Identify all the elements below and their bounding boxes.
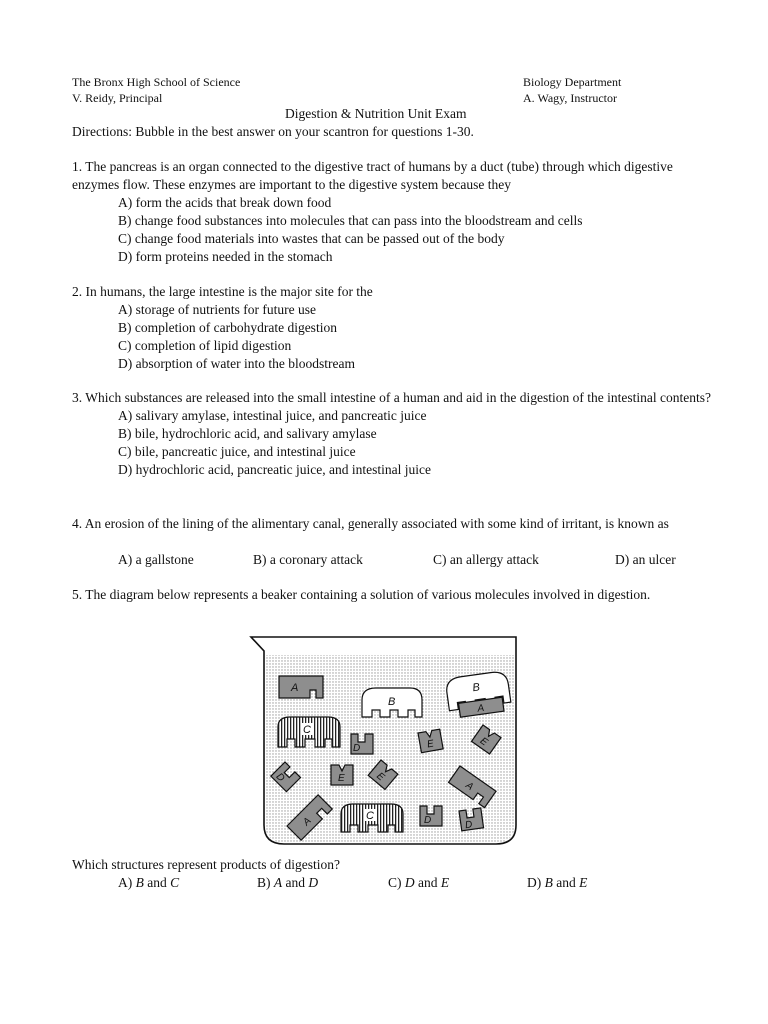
question-1-option-b: B) change food substances into molecules that can pass into the bloodstream and cells: [118, 213, 583, 228]
question-4-option-c: C) an allergy attack: [433, 552, 539, 567]
molecule-c-1-label: C: [303, 724, 311, 736]
question-4-option-d: D) an ulcer: [615, 552, 676, 567]
question-3-option-c: C) bile, pancreatic juice, and intestinal juice: [118, 444, 356, 459]
question-2-option-c: C) completion of lipid digestion: [118, 338, 292, 353]
molecule-d-4-label: D: [464, 819, 474, 832]
question-1-option-d: D) form proteins needed in the stomach: [118, 249, 333, 264]
department-name: Biology Department: [523, 75, 622, 89]
molecule-d-3-label: D: [424, 815, 432, 826]
principal-name: V. Reidy, Principal: [72, 91, 163, 105]
molecule-b-1-label: B: [388, 696, 396, 708]
question-1-option-a: A) form the acids that break down food: [118, 195, 332, 210]
question-3-stem: 3. Which substances are released into the small intestine of a human and aid in the digestion of the intestinal contents?: [72, 390, 711, 405]
question-1-stem: 1. The pancreas is an organ connected to the digestive tract of humans by a duct (tube) through which digestive enzymes flow. These enzymes are important to the digestive system because they: [72, 159, 673, 192]
question-5-option-b: B) A and D: [257, 875, 319, 890]
molecule-a-4-label: A: [301, 815, 314, 829]
question-2-stem: 2. In humans, the large intestine is the major site for the: [72, 284, 373, 299]
exam-title: Digestion & Nutrition Unit Exam: [285, 106, 467, 121]
question-3-options: [118, 407, 712, 479]
molecule-c-2-label: C: [366, 810, 374, 822]
question-5-stem: 5. The diagram below represents a beaker containing a solution of various molecules involved in digestion.: [72, 587, 651, 602]
question-5-option-a: A) B and C: [118, 875, 180, 890]
question-2: [72, 283, 712, 373]
question-2-option-a: A) storage of nutrients for future use: [118, 302, 316, 317]
question-5-followup: Which structures represent products of digestion?: [72, 857, 341, 872]
molecule-a-1-label: A: [291, 682, 299, 694]
question-3-option-d: D) hydrochloric acid, pancreatic juice, and intestinal juice: [118, 462, 431, 477]
molecule-d-2-label: D: [273, 771, 287, 785]
molecule-d-1-label: D: [353, 743, 361, 754]
molecule-e-1: [418, 729, 443, 753]
question-4-stem: 4. An erosion of the lining of the alimentary canal, generally associated with some kind of irritant, is known as: [72, 516, 669, 531]
question-2-option-b: B) completion of carbohydrate digestion: [118, 320, 337, 335]
molecule-a-2-label: A: [476, 702, 485, 715]
question-4-option-b: B) a coronary attack: [253, 552, 363, 567]
question-5-option-d: D) B and E: [527, 875, 588, 890]
directions: Directions: Bubble in the best answer on your scantron for questions 1-30.: [72, 124, 474, 139]
question-4-option-a: A) a gallstone: [118, 552, 194, 567]
question-5-option-c: C) D and E: [388, 875, 450, 890]
question-1: [72, 158, 712, 266]
molecule-e-1-label: E: [426, 738, 435, 751]
question-1-option-c: C) change food materials into wastes that can be passed out of the body: [118, 231, 505, 246]
molecule-e-4-label: E: [374, 770, 387, 784]
question-3-option-a: A) salivary amylase, intestinal juice, and pancreatic juice: [118, 408, 427, 423]
question-4-options: [118, 551, 718, 569]
question-2-options: [118, 301, 712, 373]
instructor-name: A. Wagy, Instructor: [523, 91, 618, 105]
question-2-option-d: D) absorption of water into the bloodstream: [118, 356, 355, 371]
question-4: [72, 515, 712, 533]
molecule-a-3-label: A: [463, 780, 476, 793]
question-5-options: [118, 874, 718, 892]
molecule-e-2-label: E: [477, 735, 490, 749]
question-5: [72, 586, 712, 604]
molecule-e-3-label: E: [338, 773, 345, 784]
beaker-diagram: [245, 633, 525, 848]
molecule-a-1: [279, 676, 323, 698]
question-1-options: [118, 194, 712, 266]
school-name: The Bronx High School of Science: [72, 75, 241, 89]
molecule-b-2-label: B: [471, 681, 481, 695]
question-3: [72, 389, 712, 479]
question-3-option-b: B) bile, hydrochloric acid, and salivary amylase: [118, 426, 377, 441]
